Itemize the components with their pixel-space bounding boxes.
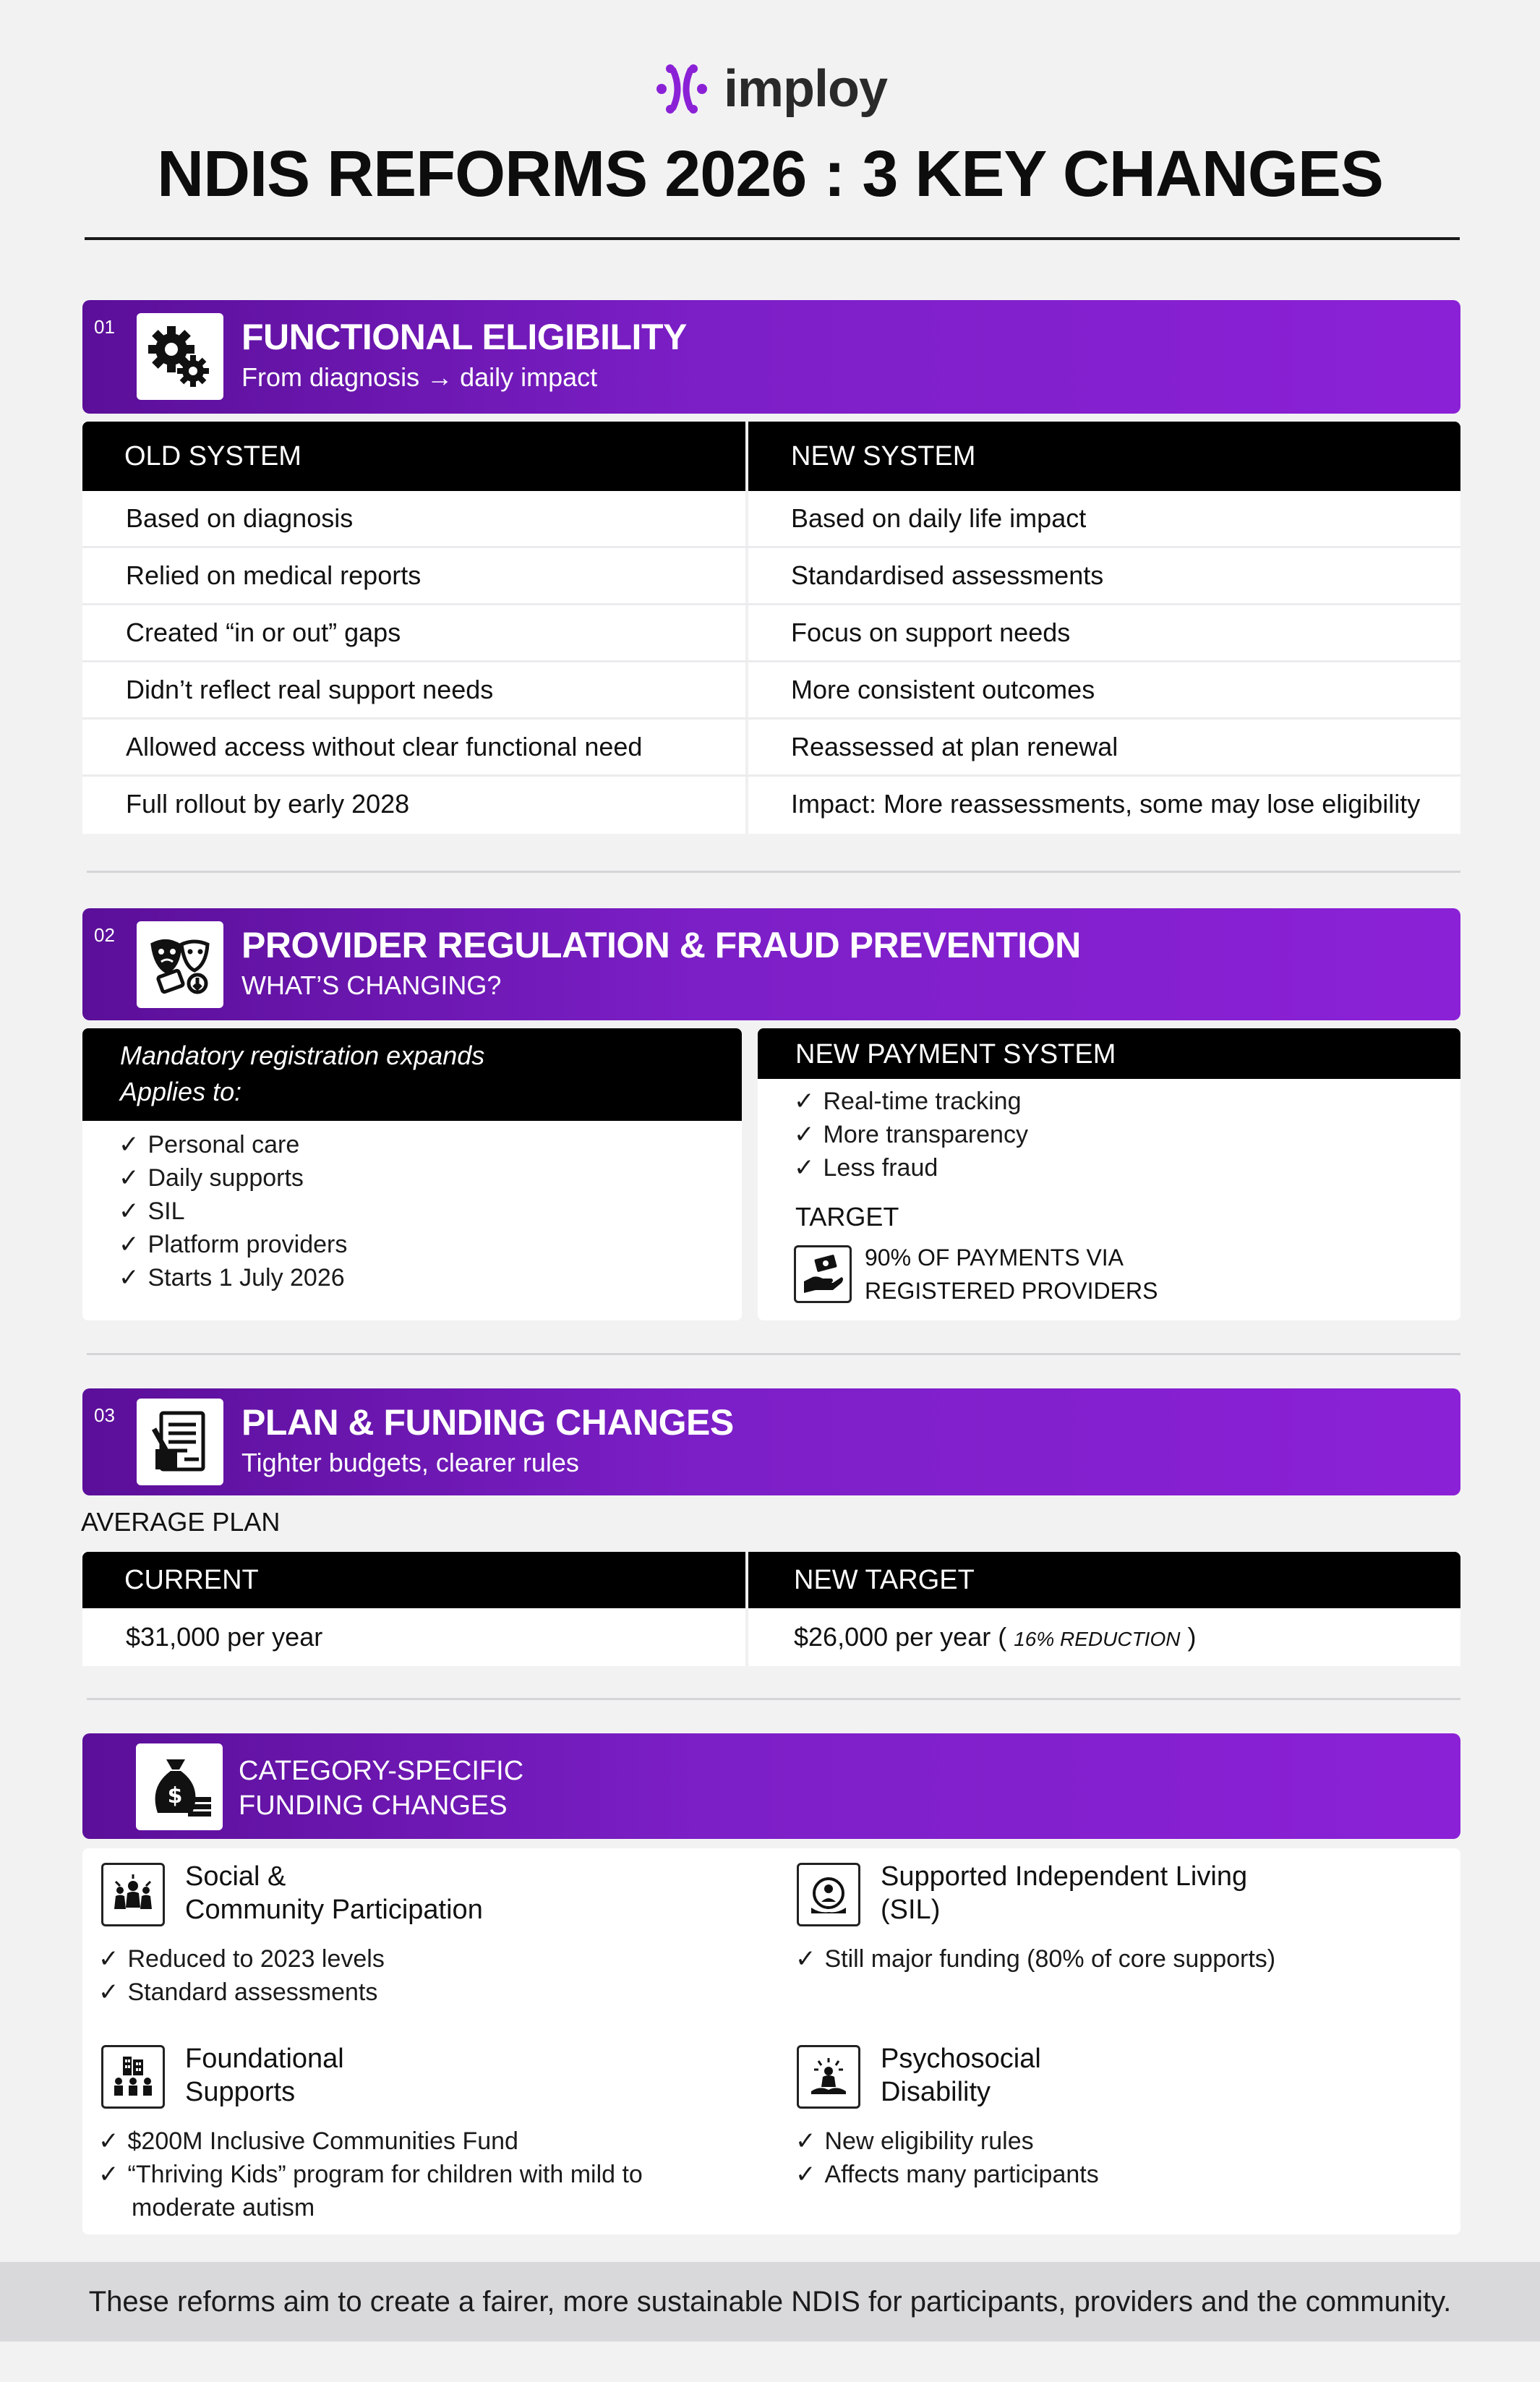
average-plan-label: AVERAGE PLAN	[81, 1507, 281, 1537]
section-icon-box	[137, 921, 223, 1008]
section-title: FUNCTIONAL ELIGIBILITY	[241, 317, 687, 357]
new-cell: Standardised assessments	[791, 560, 1104, 590]
new-cell: Impact: More reassessments, some may lose eligibility	[791, 789, 1421, 819]
registration-card	[82, 1028, 742, 1320]
list-item: ✓ Less fraud	[794, 1151, 1028, 1184]
brand-name: imploy	[723, 60, 888, 118]
table-row	[82, 662, 1460, 720]
list-item: ✓ $200M Inclusive Communities Fund	[98, 2125, 643, 2158]
section-number: 01	[94, 316, 115, 338]
category-title-line-2: Disability	[881, 2077, 991, 2107]
section-2-banner	[82, 908, 1460, 1020]
category-panel	[82, 1848, 1460, 2234]
category-list	[98, 1942, 385, 2009]
new-cell: Reassessed at plan renewal	[791, 732, 1118, 761]
hand-money-icon	[801, 1252, 844, 1296]
list-item: ✓ Personal care	[119, 1128, 347, 1161]
category-title-line-1: Psychosocial	[881, 2044, 1041, 2074]
reduction-note: 16% REDUCTION	[1014, 1628, 1181, 1650]
community-icon-box	[101, 1863, 165, 1926]
category-title-line-2: (SIL)	[881, 1895, 941, 1925]
list-item: ✓ Platform providers	[119, 1228, 347, 1261]
category-title-line-2: Community Participation	[185, 1895, 483, 1925]
section-title: PROVIDER REGULATION & FRAUD PREVENTION	[241, 925, 1081, 965]
list-item: ✓ Standard assessments	[98, 1976, 385, 2009]
new-cell: Based on daily life impact	[791, 503, 1087, 533]
section-icon-box	[136, 1743, 223, 1830]
list-item: ✓ New eligibility rules	[795, 2125, 1099, 2158]
col-current: CURRENT	[124, 1565, 259, 1595]
fraud-mask-icon	[145, 930, 215, 999]
page-title: NDIS REFORMS 2026 : 3 KEY CHANGES	[157, 138, 1383, 210]
new-target-value	[794, 1608, 1196, 1666]
list-item: ✓ Affects many participants	[795, 2158, 1099, 2191]
plan-table	[82, 1552, 1460, 1666]
psychosocial-icon-box	[797, 2045, 860, 2109]
list-item: ✓ SIL	[119, 1195, 347, 1228]
category-list	[795, 2125, 1099, 2191]
section-subtitle: Tighter budgets, clearer rules	[241, 1448, 579, 1477]
old-cell: Created “in or out” gaps	[126, 618, 401, 647]
section-title-line-1: CATEGORY-SPECIFIC	[239, 1756, 524, 1786]
target-line-1: 90% OF PAYMENTS VIA	[865, 1245, 1124, 1271]
buildings-people-icon	[110, 2054, 156, 2100]
gears-icon	[145, 322, 215, 391]
card-header-title: NEW PAYMENT SYSTEM	[795, 1039, 1116, 1070]
target-label: TARGET	[795, 1202, 899, 1231]
foundational-icon-box	[101, 2045, 165, 2109]
money-bag-icon	[145, 1752, 214, 1822]
category-title	[881, 1860, 1247, 1926]
category-title-line-1: Foundational	[185, 2044, 344, 2074]
section-number: 03	[94, 1404, 115, 1426]
category-title	[185, 1860, 483, 1926]
old-cell: Didn’t reflect real support needs	[126, 675, 494, 704]
list-item: ✓ Real-time tracking	[794, 1085, 1028, 1118]
table-row	[82, 1608, 1460, 1666]
old-cell: Full rollout by early 2028	[126, 789, 410, 819]
table-header	[82, 1552, 1460, 1608]
title-divider	[85, 237, 1460, 240]
target-icon-box	[794, 1245, 852, 1303]
section-3-banner	[82, 1388, 1460, 1495]
section-subtitle: WHAT’S CHANGING?	[241, 970, 502, 1000]
list-item: ✓ Reduced to 2023 levels	[98, 1942, 385, 1976]
section-divider	[87, 1698, 1460, 1700]
category-list	[98, 2125, 643, 2224]
old-cell: Based on diagnosis	[126, 503, 354, 533]
sil-icon-box	[797, 1863, 860, 1926]
col-new-system: NEW SYSTEM	[791, 441, 976, 471]
list-item: ✓ Still major funding (80% of core supports)	[795, 1942, 1275, 1976]
brand-logo	[0, 56, 1540, 121]
list-item: ✓ “Thriving Kids” program for children with mild to	[98, 2158, 643, 2191]
col-old-system: OLD SYSTEM	[124, 441, 301, 471]
category-title	[185, 2042, 344, 2109]
current-value: $31,000 per year	[126, 1622, 323, 1652]
section-divider	[87, 871, 1460, 873]
target-line-2: REGISTERED PROVIDERS	[865, 1278, 1158, 1304]
old-cell: Relied on medical reports	[126, 560, 422, 590]
imploy-logo-icon	[653, 60, 711, 118]
new-cell: Focus on support needs	[791, 618, 1071, 647]
card-header-line-2: Applies to:	[120, 1077, 242, 1106]
section-icon-box	[137, 1399, 223, 1485]
old-cell: Allowed access without clear functional need	[126, 732, 643, 761]
table-header	[82, 422, 1460, 491]
new-cell: More consistent outcomes	[791, 675, 1095, 704]
section-divider	[87, 1353, 1460, 1355]
section-title: PLAN & FUNDING CHANGES	[241, 1402, 734, 1443]
svg-text:$: $	[167, 1783, 183, 1809]
category-list	[795, 1942, 1275, 1976]
eligibility-table	[82, 422, 1460, 834]
table-row	[82, 491, 1460, 548]
table-row	[82, 777, 1460, 834]
table-row	[82, 605, 1460, 662]
table-row	[82, 720, 1460, 777]
close-paren: )	[1187, 1622, 1197, 1652]
section-subtitle: From diagnosis → daily impact	[241, 362, 598, 392]
new-target-amount: $26,000 per year (	[794, 1622, 1007, 1652]
list-item: ✓ More transparency	[794, 1118, 1028, 1151]
card-header	[758, 1028, 1460, 1079]
section-title-line-2: FUNDING CHANGES	[239, 1790, 508, 1821]
independent-living-icon	[805, 1871, 852, 1918]
card-header-line-1: Mandatory registration expands	[120, 1041, 485, 1070]
section-icon-box	[137, 313, 223, 400]
section-number: 02	[94, 924, 115, 946]
footer-note: These reforms aim to create a fairer, more sustainable NDIS for participants, providers and the community.	[0, 2262, 1540, 2342]
category-title-line-2: Supports	[185, 2077, 296, 2107]
section-4-banner	[82, 1733, 1460, 1839]
document-plan-icon	[145, 1407, 215, 1477]
table-row	[82, 548, 1460, 605]
category-title-line-1: Social &	[185, 1861, 286, 1892]
section-1-banner	[82, 300, 1460, 414]
col-new-target: NEW TARGET	[794, 1565, 975, 1595]
list-item-continuation: moderate autism	[132, 2194, 315, 2221]
list-item: ✓ Starts 1 July 2026	[119, 1261, 347, 1294]
community-people-icon	[110, 1871, 156, 1918]
registration-list	[119, 1128, 347, 1294]
category-title-line-1: Supported Independent Living	[881, 1861, 1248, 1892]
payment-system-card	[758, 1028, 1460, 1320]
card-header	[82, 1028, 742, 1121]
category-title	[881, 2042, 1041, 2109]
meditation-icon	[805, 2054, 852, 2100]
list-item: ✓ Daily supports	[119, 1161, 347, 1195]
payment-list	[794, 1085, 1028, 1184]
